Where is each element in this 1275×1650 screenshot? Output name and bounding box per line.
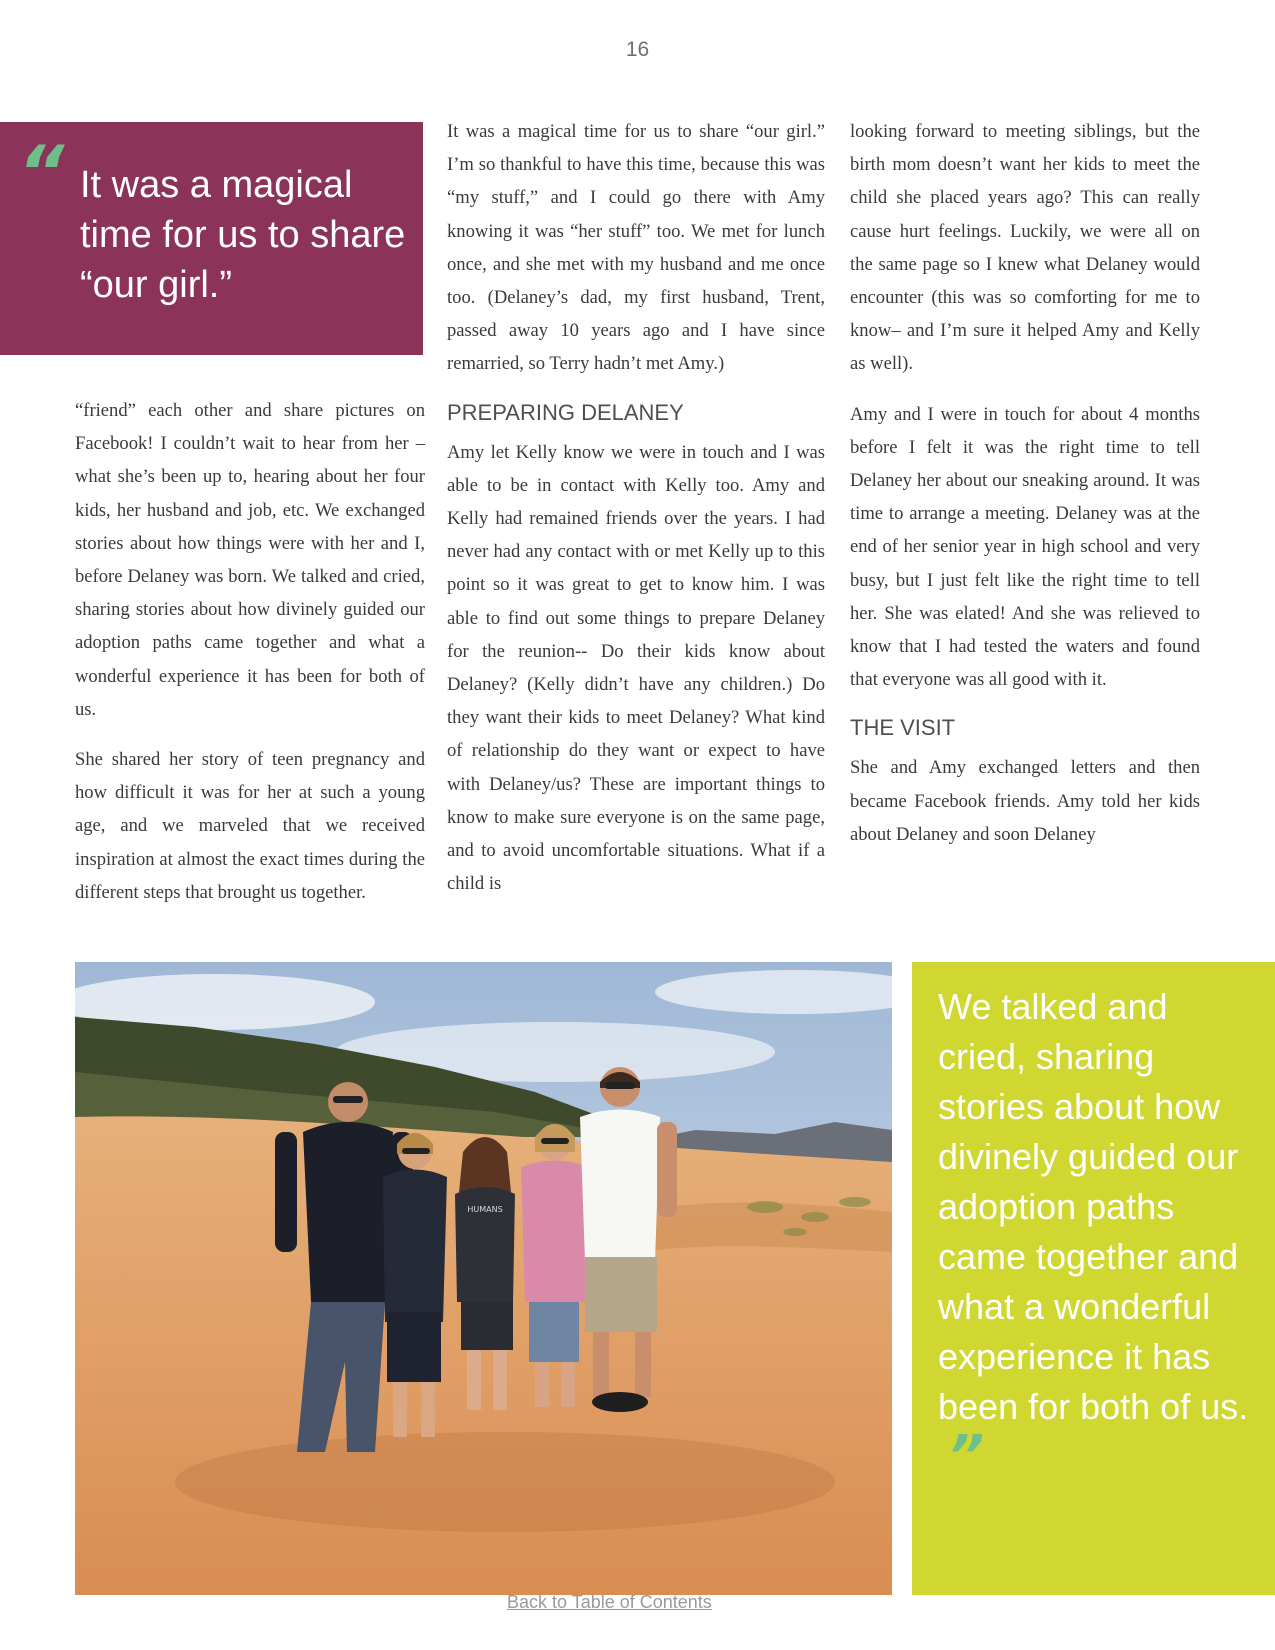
column-2: [447, 115, 825, 917]
body-paragraph: She shared her story of teen pregnancy and how difficult it was for her at such a young age, and we marveled that we received inspiration at almost the exact times during the different steps that brought us together.: [75, 749, 425, 903]
open-quote-icon: “: [18, 130, 65, 214]
body-paragraph: looking forward to meeting siblings, but the birth mom doesn’t want her kids to meet the child she placed years ago? This can really cause hurt feelings. Luckily, we were all on the same page so I knew what Delaney would encounter (this was so comforting for me to know– and I’m sure it helped Amy and Kelly as well).: [850, 121, 1200, 375]
bottom-pull-quote-text: We talked and cried, sharing stories about how divinely guided our adoption paths came together and what a wonderful experience it has been for both of us.: [938, 986, 1249, 1427]
body-paragraph: Amy let Kelly know we were in touch and I was able to be in contact with Kelly too. Amy and Kelly had remained friends over the years. I had never had any contact with or met Kelly up to this point so it was great to get to know him. I was able to find out some things to prepare Delaney for the reunion-- Do their kids know about Delaney? (Kelly didn’t have any children.) Do they want their kids to meet Delaney? What kind of relationship do they want or expect to have with Delaney/us? These are important things to know to make sure everyone is on the same page, and to avoid uncomfortable situations. What if a child is: [447, 441, 825, 895]
section-heading-visit: THE VISIT: [850, 715, 956, 741]
top-pull-quote-text: It was a magical time for us to share “our girl.”: [80, 164, 406, 306]
shirt-print: HUMANS: [467, 1205, 503, 1214]
body-paragraph: Amy and I were in touch for about 4 months before I felt it was the right time to tell Delaney her about our sneaking around. It was time to arrange a meeting. Delaney was at the end of her senior year in high school and very busy, but I just felt like the right time to tell her. She was elated! And she was relieved to know that I had tested the waters and found that everyone was all good with it.: [850, 403, 1200, 691]
column-1: [75, 394, 425, 926]
section-heading-preparing: PREPARING DELANEY: [447, 399, 684, 425]
back-to-contents-link[interactable]: Back to Table of Contents: [507, 1592, 712, 1612]
column-3: [850, 115, 1200, 868]
body-paragraph: “friend” each other and share pictures on Facebook! I couldn’t wait to hear from her – what she’s been up to, hearing about her four kids, her husband and job, etc. We exchanged stories about how things were with her and I, before Delaney was born. We talked and cried, sharing stories about how divinely guided our adoption paths came together and what a wonderful experience it has been for both of us.: [75, 400, 425, 720]
body-paragraph: She and Amy exchanged letters and then became Facebook friends. Amy told her kids about Delaney and soon Delaney: [850, 757, 1200, 845]
page-number: 16: [625, 38, 650, 61]
close-quote-icon: ”: [948, 1424, 985, 1489]
body-paragraph: It was a magical time for us to share “our girl.” I’m so thankful to have this time, because this was “my stuff,” and I could go there with Amy knowing it was “her stuff” too. We met for lunch once, and she met with my husband and me once too. (Delaney’s dad, my first husband, Trent, passed away 10 years ago and I have since remarried, so Terry hadn’t met Amy.): [447, 121, 825, 375]
family-photo: [75, 962, 892, 1595]
bottom-pull-quote-box: [912, 962, 1275, 1595]
bottom-pull-quote: [938, 982, 1258, 1489]
